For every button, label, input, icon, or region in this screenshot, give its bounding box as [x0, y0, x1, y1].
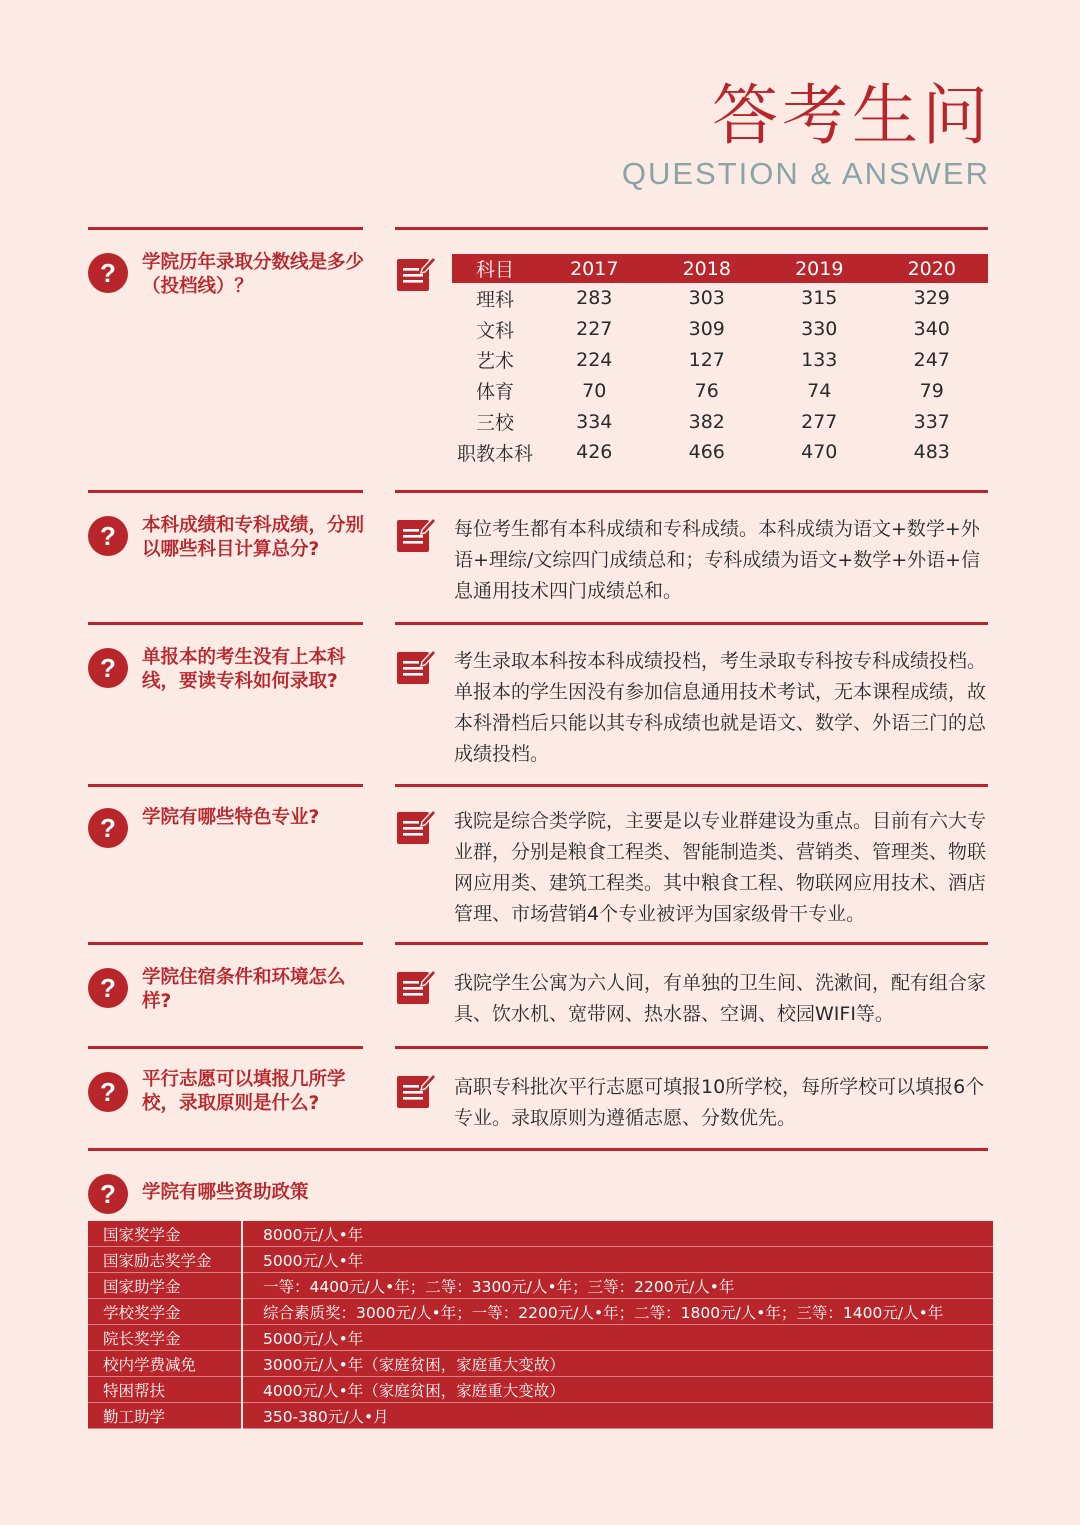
aid-value: 一等：4400元/人•年；二等：3300元/人•年；三等：2200元/人•年: [242, 1273, 993, 1299]
edit-note-icon: [395, 253, 437, 295]
table-row: [88, 1221, 993, 1247]
aid-value: 5000元/人•年: [242, 1247, 993, 1273]
table-cell: 334: [576, 410, 613, 433]
question-text: 平行志愿可以填报几所学校，录取原则是什么?: [142, 1069, 346, 1114]
divider: [88, 622, 363, 625]
question-mark-icon: ?: [88, 968, 128, 1008]
answer-text: 我院学生公寓为六人间，有单独的卫生间、洗漱间，配有组合家具、饮水机、宽带网、热水器、空调、校园WIFI等。: [454, 972, 987, 1025]
page-subtitle: QUESTION & ANSWER: [621, 156, 990, 191]
table-row: [452, 345, 988, 376]
table-cell: 330: [801, 318, 838, 341]
table-cell: 340: [913, 318, 950, 341]
table-row: [88, 1247, 993, 1273]
table-cell: 三校: [475, 412, 514, 435]
table-row: [88, 1325, 993, 1351]
question-text: 学院有哪些资助政策: [142, 1182, 309, 1203]
question-text: 单报本的考生没有上本科线，要读专科如何录取?: [142, 647, 346, 692]
table-row: [452, 406, 988, 437]
answer-text: 考生录取本科按本科成绩投档，考生录取专科按专科成绩投档。单报本的学生因没有参加信息通用技术考试，无本课程成绩，故本科滑档后只能以其专科成绩也就是语文、数学、外语三门的总成绩投档。: [454, 650, 987, 765]
table-cell: 127: [688, 348, 725, 371]
table-row: [88, 1403, 993, 1429]
table-cell: 职教本科: [456, 442, 533, 465]
aid-name: 校内学费减免: [88, 1351, 242, 1377]
aid-value: 3000元/人•年（家庭贫困，家庭重大变故）: [242, 1351, 993, 1377]
table-cell: 483: [913, 441, 950, 464]
table-cell: 227: [576, 318, 613, 341]
table-cell: 133: [801, 348, 838, 371]
table-cell: 309: [688, 318, 725, 341]
divider: [88, 1046, 363, 1049]
aid-value: 350-380元/人•月: [242, 1403, 993, 1429]
edit-note-icon: [395, 646, 437, 688]
divider: [395, 942, 988, 945]
question-text: 学院住宿条件和环境怎么样?: [142, 967, 346, 1012]
aid-name: 国家励志奖学金: [88, 1247, 242, 1273]
table-cell: 277: [801, 410, 838, 433]
edit-note-icon: [395, 1070, 437, 1112]
question-text: 学院历年录取分数线是多少（投档线）？: [142, 252, 365, 297]
table-cell: 文科: [475, 319, 514, 342]
qa-item: [88, 622, 988, 784]
table-cell: 426: [576, 441, 613, 464]
table-cell: 466: [688, 441, 725, 464]
question-mark-icon: ?: [88, 1174, 128, 1214]
divider: [88, 490, 363, 493]
table-header: 2018: [651, 254, 764, 283]
aid-value: 综合素质奖：3000元/人•年；一等：2200元/人•年；二等：1800元/人•年；三等：1400元/人•年: [242, 1299, 993, 1325]
answer-text: 我院是综合类学院，主要是以专业群建设为重点。目前有六大专业群，分别是粮食工程类、智能制造类、营销类、管理类、物联网应用类、建筑工程类。其中粮食工程、物联网应用技术、酒店管理、市场营销4个专业被评为国家级骨干专业。: [454, 810, 987, 925]
question-mark-icon: ?: [88, 648, 128, 688]
question-mark-icon: ?: [88, 253, 128, 293]
table-cell: 382: [688, 410, 725, 433]
table-cell: 224: [576, 348, 613, 371]
edit-note-icon: [395, 966, 437, 1008]
question-mark-icon: ?: [88, 516, 128, 556]
table-row: [88, 1299, 993, 1325]
divider: [395, 1046, 988, 1049]
table-cell: 337: [913, 410, 950, 433]
table-cell: 70: [582, 379, 607, 402]
table-row: [88, 1377, 993, 1403]
qa-item: [88, 1046, 988, 1148]
table-row: [88, 1273, 993, 1299]
qa-item: [88, 784, 988, 942]
table-row: [452, 314, 988, 345]
table-header: 2017: [538, 254, 651, 283]
table-cell: 76: [694, 379, 719, 402]
aid-name: 学校奖学金: [88, 1299, 242, 1325]
question-text: 本科成绩和专科成绩，分别以哪些科目计算总分?: [142, 515, 365, 560]
table-row: [452, 437, 988, 468]
aid-name: 勤工助学: [88, 1403, 242, 1429]
table-cell: 329: [913, 287, 950, 310]
table-row: [452, 375, 988, 406]
table-cell: 理科: [475, 288, 514, 311]
qa-item: [88, 942, 988, 1046]
table-cell: 79: [919, 379, 944, 402]
divider: [395, 622, 988, 625]
divider: [395, 227, 988, 230]
aid-name: 院长奖学金: [88, 1325, 242, 1351]
aid-value: 8000元/人•年: [242, 1221, 993, 1247]
divider: [395, 784, 988, 787]
score-table: [452, 254, 988, 468]
aid-table: [88, 1221, 993, 1429]
table-cell: 247: [913, 348, 950, 371]
table-cell: 体育: [475, 381, 514, 404]
table-cell: 74: [807, 379, 832, 402]
question-mark-icon: ?: [88, 808, 128, 848]
divider: [395, 490, 988, 493]
aid-value: 4000元/人•年（家庭贫困，家庭重大变故）: [242, 1377, 993, 1403]
answer-text: 高职专科批次平行志愿可填报10所学校，每所学校可以填报6个专业。录取原则为遵循志愿、分数优先。: [454, 1076, 985, 1129]
question-mark-icon: ?: [88, 1072, 128, 1112]
aid-section: [88, 1148, 988, 1220]
edit-note-icon: [395, 514, 437, 556]
page-title: 答考生问: [712, 77, 992, 154]
table-row: [452, 283, 988, 314]
table-header: 2019: [763, 254, 876, 283]
answer-text: 每位考生都有本科成绩和专科成绩。本科成绩为语文+数学+外语+理综/文综四门成绩总和；专科成绩为语文+数学+外语+信息通用技术四门成绩总和。: [454, 518, 981, 602]
aid-value: 5000元/人•年: [242, 1325, 993, 1351]
aid-name: 国家奖学金: [88, 1221, 242, 1247]
aid-name: 特困帮扶: [88, 1377, 242, 1403]
divider: [88, 227, 363, 230]
table-cell: 283: [576, 287, 613, 310]
qa-item: [88, 490, 988, 622]
divider: [88, 784, 363, 787]
aid-name: 国家助学金: [88, 1273, 242, 1299]
question-text: 学院有哪些特色专业?: [142, 807, 320, 828]
table-header: 2020: [876, 254, 989, 283]
table-header: 科目: [452, 254, 538, 283]
table-cell: 315: [801, 287, 838, 310]
table-cell: 艺术: [475, 350, 514, 373]
divider: [88, 1148, 988, 1151]
table-cell: 470: [801, 441, 838, 464]
divider: [88, 942, 363, 945]
table-header-row: [452, 254, 988, 283]
table-row: [88, 1351, 993, 1377]
table-cell: 303: [688, 287, 725, 310]
edit-note-icon: [395, 806, 437, 848]
